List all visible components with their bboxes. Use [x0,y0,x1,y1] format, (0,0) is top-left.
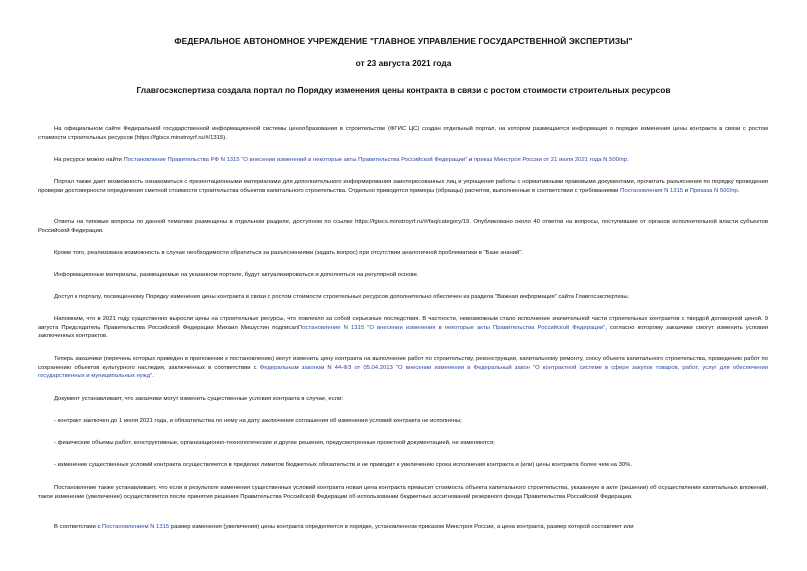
paragraph-text: Кроме того, реализована возможность в случае необходимости обратиться за разъяснениями (задать вопрос) при отсутствии аналогичной проблематики в "Базе знаний". [54,250,524,256]
document-link[interactable]: Федеральным законом N 44-ФЗ от 05.04.2013 "О внесении изменения в Федеральный закон "О контрактной системе в сфере закупок товаров, работ, услуг для обеспечения государственных и муниципальных нужд" [38,364,769,380]
paragraph-6 [38,271,768,280]
paragraph-9 [38,355,768,381]
paragraph-14 [38,484,768,501]
paragraph-text: - контракт заключен до 1 июля 2021 года, и обязательства по нему на дату заключения соглашения об изменении условий контракта не исполнены; [54,418,462,424]
paragraph-text: Постановление также устанавливает, что если в результате изменения существенных условий контракта новая цена контракта превысит стоимость объекта капитального строительства, указанную в акте (решении) об осуществлении капитальных вложений, такое изменение (увеличение) осуществляется после принятия решения Правительства Российской Федерации об использовании бюджетных ассигнований резервного фонда Правительства Российской Федерации. [38,485,768,500]
paragraph-text: На ресурсе можно найти [54,157,124,163]
paragraph-text: Напомним, что в 2021 году существенно выросли цены на строительные ресурсы, что повлекло за собой серьезные последствия. В частности, невозможным стало исполнение значительной части строительных контрактов с твердой договорной ценой. 9 августа Председатель Правительства Российской Федерации Михаил Мишустин подписал [38,316,768,331]
paragraph-text: . [152,373,154,380]
paragraph-text: Информационные материалы, размещаемые на указанном портале, будут актуализироваться и дополняться на регулярной основе. [54,272,419,278]
paragraph-text: В соответствии с [54,524,103,530]
paragraph-7 [38,293,768,302]
paragraph-text: Портал также дает возможность ознакомиться с презентационными материалами для дополнительного информирования заинтересованных лиц и упрощения работы с нормативными правовыми документами, прочитать разъяснения по порядку проведения проверки достоверности определения сметной стоимости строительства объектов капитального строительства. Отдельно приводятся примеры (образцы) расчетов, выполненные в соответствии с требованиями [38,179,768,194]
paragraph-text: , согласно которому заказчики смогут изменить условия заключенных контрактов. [38,324,768,340]
paragraph-text: . [737,187,740,194]
paragraph-text: - физические объемы работ, конструктивные, организационно-технологические и другие решения, предусмотренные проектной документацией, не изменяются; [54,440,495,446]
paragraph-text: и [467,157,474,163]
paragraph-13 [38,461,768,470]
organization-name: ФЕДЕРАЛЬНОЕ АВТОНОМНОЕ УЧРЕЖДЕНИЕ "ГЛАВНОЕ УПРАВЛЕНИЕ ГОСУДАРСТВЕННОЙ ЭКСПЕРТИЗЫ" [174,36,633,46]
document-title: Главгосэкспертиза создала портал по Порядку изменения цены контракта в связи с ростом стоимости строительных ресурсов [136,85,671,95]
paragraph-12 [38,439,768,448]
paragraph-text: размер изменения (увеличения) цены контракта определяется в порядке, установленном приказом Минстроя России, а цена контракта, размер которой составляет или [169,524,634,530]
document-link[interactable]: Постановление N 1315 "О внесении изменения в некоторые акты Правительства Российской Федерации" [298,324,606,331]
paragraph-5 [38,249,768,258]
document-link[interactable]: приказ Минстроя России от 21 июля 2021 года N 500/пр [473,157,627,163]
paragraph-text: Теперь заказчики (перечень которых приведен в приложении к постановлению) могут изменить цену контракта на выполнение работ по строительству, реконструкции, капитальному ремонту, сносу объекта капитального строительства, проведению работ по сохранению объектов культурного наследия, заключенных в соответствии с [38,356,768,371]
paragraph-4 [38,218,768,235]
document-date: от 23 августа 2021 года [355,58,452,68]
document-link[interactable]: Приказа N 500/пр [689,187,738,194]
document-link[interactable]: Постановления N 1315 [620,187,684,194]
paragraph-text: Ответы на типовые вопросы по данной тематике размещены в отдельном разделе, доступном по ссылке https://fgiscs.minstroyrf.ru/#/faq/category/19. Опубликовано около 40 ответов на вопросы, поступившие от органов исполнительной власти субъектов Российской Федерации. [38,219,768,234]
paragraph-text: и [683,187,690,194]
paragraph-3 [38,178,768,195]
paragraph-text: . [627,157,629,163]
paragraph-text: Документ устанавливает, что заказчики могут изменить существенные условия контракта в случае, если: [54,396,343,402]
paragraph-text: Доступ к порталу, посвященному Порядку изменения цены контракта в связи с ростом стоимости строительных ресурсов дополнительно обеспечен из раздела "Важная информация" сайта Главгосэкспертизы. [54,294,630,300]
paragraph-10 [38,395,768,404]
paragraph-1 [38,125,768,142]
paragraph-8 [38,315,768,341]
paragraph-11 [38,417,768,426]
paragraph-text: - изменение существенных условий контракта осуществляется в пределах лимитов бюджетных обязательств и не приводит к увеличению срока исполнения контракта и (или) цены контракта более чем на 30%. [54,462,633,468]
document-link[interactable]: Постановлением N 1315 [102,524,170,530]
paragraph-2 [38,156,768,165]
document-link[interactable]: Постановление Правительства РФ N 1315 "О внесении изменений в некоторые акты Правительства Российской Федерации" [123,157,468,163]
paragraph-text: На официальном сайте Федеральной государственной информационной системы ценообразования в строительстве (ФГИС ЦС) создан отдельный портал, на котором размещается информация о порядке изменения цены контракта в связи с ростом стоимости строительных ресурсов (https://fgiscs.minstroyrf.ru/#/1315). [38,126,768,141]
paragraph-15 [38,523,768,532]
